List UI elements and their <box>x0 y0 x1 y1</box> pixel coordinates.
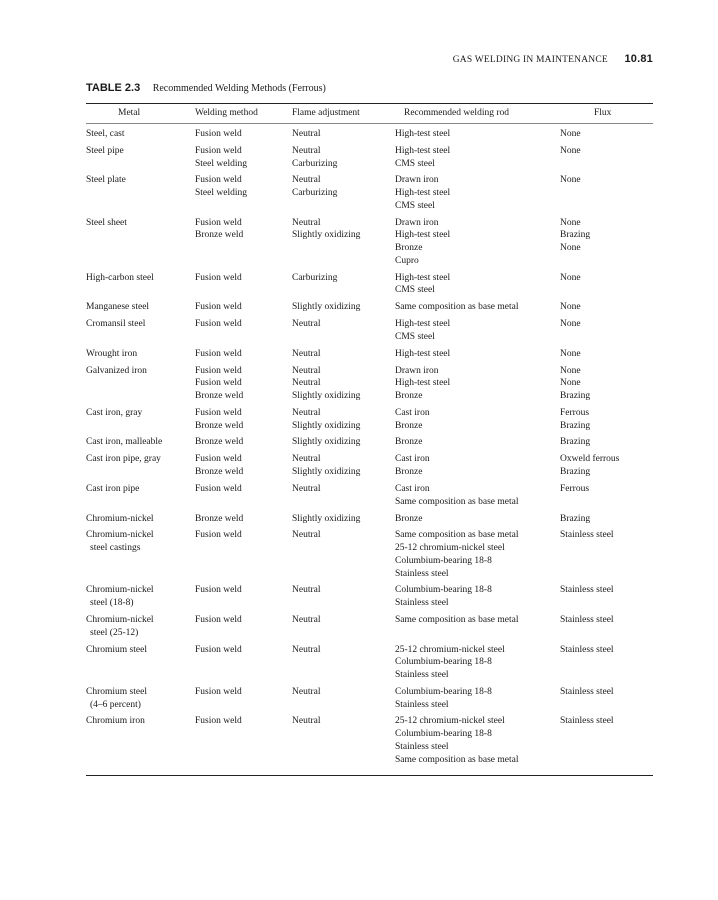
cell-line: Neutral <box>292 716 321 727</box>
cell-flame <box>292 686 390 699</box>
cell-line: Cast iron pipe <box>86 483 140 494</box>
cell-line: None <box>560 348 581 359</box>
cell-method <box>195 145 285 170</box>
cell-line: Stainless steel <box>560 585 614 596</box>
cell-line: Fusion weld <box>195 614 242 625</box>
cell-line: Drawn iron <box>395 175 439 186</box>
cell-rod <box>395 584 555 609</box>
cell-line: High-test steel <box>395 145 451 156</box>
table-row <box>0 614 718 639</box>
table-row <box>0 217 718 268</box>
cell-line: Neutral <box>292 319 321 330</box>
cell-flame <box>292 529 390 542</box>
cell-line: Fusion weld <box>195 686 242 697</box>
cell-method <box>195 272 285 285</box>
cell-line: Neutral <box>292 614 321 625</box>
cell-line: CMS steel <box>395 158 435 169</box>
cell-line: Brazing <box>560 437 591 448</box>
table-bottom-rule <box>86 775 653 776</box>
cell-flame <box>292 365 390 403</box>
cell-line: Fusion weld <box>195 365 242 376</box>
cell-line: Chromium-nickel <box>86 530 154 541</box>
cell-method <box>195 407 285 432</box>
table-body <box>0 128 718 770</box>
cell-flame <box>292 128 390 141</box>
cell-line: Fusion weld <box>195 483 242 494</box>
cell-line: Slightly oxidizing <box>292 437 361 448</box>
table-row <box>0 145 718 170</box>
cell-line: Stainless steel <box>395 741 449 752</box>
cell-line: steel (18-8) <box>90 598 134 609</box>
cell-line: Same composition as base metal <box>395 302 519 313</box>
cell-metal <box>86 644 186 657</box>
cell-flame <box>292 174 390 199</box>
cell-rod <box>395 529 555 580</box>
cell-line: Stainless steel <box>395 598 449 609</box>
cell-flux <box>560 348 652 361</box>
cell-line: Fusion weld <box>195 217 242 228</box>
header-rod: Recommended welding rod <box>404 108 510 118</box>
cell-line: Neutral <box>292 129 321 139</box>
cell-flux <box>560 301 652 314</box>
cell-line: None <box>560 129 581 139</box>
cell-flame <box>292 436 390 449</box>
table-row <box>0 483 718 508</box>
cell-flame <box>292 145 390 170</box>
cell-rod <box>395 513 555 526</box>
table-top-rule <box>86 103 653 104</box>
cell-line: Cromansil steel <box>86 319 146 330</box>
cell-method <box>195 453 285 478</box>
cell-line: Steel plate <box>86 175 126 186</box>
cell-line: Cast iron, gray <box>86 407 143 418</box>
cell-line: Fusion weld <box>195 272 242 283</box>
cell-line: Cast iron, malleable <box>86 437 163 448</box>
cell-flux <box>560 272 652 285</box>
table-label: TABLE 2.3 <box>86 82 141 94</box>
table-row <box>0 644 718 682</box>
cell-line: Fusion weld <box>195 175 242 186</box>
cell-flame <box>292 407 390 432</box>
cell-flux <box>560 174 652 187</box>
cell-line: Slightly oxidizing <box>292 230 361 241</box>
cell-line: Neutral <box>292 585 321 596</box>
cell-method <box>195 318 285 331</box>
cell-line: Fusion weld <box>195 302 242 313</box>
cell-metal <box>86 614 186 639</box>
cell-line: Bronze weld <box>195 420 244 431</box>
cell-rod <box>395 453 555 478</box>
cell-line: Bronze <box>395 391 423 402</box>
cell-rod <box>395 436 555 449</box>
cell-method <box>195 348 285 361</box>
cell-metal <box>86 436 186 449</box>
table-row <box>0 348 718 361</box>
header-metal: Metal <box>118 108 141 118</box>
cell-line: Stainless steel <box>560 530 614 541</box>
cell-line: Fusion weld <box>195 129 242 139</box>
cell-rod <box>395 128 555 141</box>
cell-line: Carburizing <box>292 158 338 169</box>
cell-line: Bronze <box>395 243 423 254</box>
cell-flux <box>560 529 652 542</box>
cell-metal <box>86 407 186 420</box>
cell-method <box>195 217 285 242</box>
cell-flux <box>560 584 652 597</box>
table-row <box>0 686 718 711</box>
cell-rod <box>395 348 555 361</box>
cell-metal <box>86 686 186 711</box>
table-row <box>0 272 718 297</box>
cell-line: Chromium iron <box>86 716 145 727</box>
cell-flux <box>560 614 652 627</box>
cell-line: Neutral <box>292 378 321 389</box>
cell-rod <box>395 644 555 682</box>
cell-flux <box>560 686 652 699</box>
cell-line: None <box>560 175 581 186</box>
cell-line: Fusion weld <box>195 585 242 596</box>
cell-method <box>195 436 285 449</box>
cell-line: High-test steel <box>395 319 451 330</box>
cell-line: Brazing <box>560 513 591 524</box>
cell-line: None <box>560 217 581 228</box>
cell-line: Cast iron pipe, gray <box>86 454 161 465</box>
cell-flux <box>560 436 652 449</box>
cell-line: CMS steel <box>395 285 435 296</box>
table-row <box>0 453 718 478</box>
cell-line: Bronze <box>395 467 423 478</box>
cell-line: Ferrous <box>560 407 590 418</box>
cell-line: Cast iron <box>395 407 430 418</box>
cell-flux <box>560 513 652 526</box>
cell-flame <box>292 614 390 627</box>
cell-flux <box>560 644 652 657</box>
cell-line: Stainless steel <box>560 644 614 655</box>
cell-line: Drawn iron <box>395 217 439 228</box>
cell-line: 25-12 chromium-nickel steel <box>395 716 505 727</box>
cell-line: High-test steel <box>395 129 451 139</box>
table-row <box>0 301 718 314</box>
cell-line: Steel welding <box>195 158 247 169</box>
cell-rod <box>395 174 555 212</box>
cell-method <box>195 128 285 141</box>
cell-rod <box>395 365 555 403</box>
cell-flux <box>560 483 652 496</box>
cell-line: Brazing <box>560 391 591 402</box>
cell-line: None <box>560 365 581 376</box>
cell-rod <box>395 145 555 170</box>
cell-flame <box>292 272 390 285</box>
cell-line: Neutral <box>292 217 321 228</box>
cell-line: Bronze <box>395 437 423 448</box>
cell-line: Carburizing <box>292 272 338 283</box>
cell-line: Bronze <box>395 420 423 431</box>
cell-metal <box>86 272 186 285</box>
table-row <box>0 407 718 432</box>
cell-line: (4–6 percent) <box>90 699 141 710</box>
table-row <box>0 513 718 526</box>
cell-line: Bronze weld <box>195 391 244 402</box>
cell-line: 25-12 chromium-nickel steel <box>395 543 505 554</box>
cell-flame <box>292 584 390 597</box>
cell-line: Neutral <box>292 175 321 186</box>
cell-method <box>195 483 285 496</box>
cell-line: Fusion weld <box>195 319 242 330</box>
cell-rod <box>395 614 555 627</box>
cell-line: Cast iron <box>395 454 430 465</box>
cell-line: steel castings <box>90 543 141 554</box>
cell-line: Fusion weld <box>195 407 242 418</box>
cell-line: High-test steel <box>395 188 451 199</box>
cell-line: CMS steel <box>395 331 435 342</box>
cell-flux <box>560 318 652 331</box>
cell-flame <box>292 453 390 478</box>
cell-line: Fusion weld <box>195 644 242 655</box>
cell-metal <box>86 145 186 158</box>
cell-line: Neutral <box>292 365 321 376</box>
table-header-row <box>0 108 718 122</box>
cell-line: High-test steel <box>395 272 451 283</box>
cell-rod <box>395 301 555 314</box>
cell-metal <box>86 217 186 230</box>
cell-line: Same composition as base metal <box>395 496 519 507</box>
cell-line: Steel welding <box>195 188 247 199</box>
cell-line: Columbium-bearing 18-8 <box>395 657 492 668</box>
cell-method <box>195 513 285 526</box>
cell-flux <box>560 715 652 728</box>
cell-method <box>195 644 285 657</box>
cell-line: Bronze weld <box>195 230 244 241</box>
cell-line: Neutral <box>292 454 321 465</box>
cell-line: Bronze weld <box>195 513 244 524</box>
header-method: Welding method <box>195 108 258 118</box>
cell-line: High-test steel <box>395 348 451 359</box>
cell-flux <box>560 145 652 158</box>
cell-line: Fusion weld <box>195 716 242 727</box>
cell-metal <box>86 365 186 378</box>
cell-line: Stainless steel <box>395 699 449 710</box>
cell-line: None <box>560 378 581 389</box>
cell-line: Chromium steel <box>86 644 147 655</box>
cell-line: None <box>560 272 581 283</box>
cell-method <box>195 584 285 597</box>
cell-line: steel (25-12) <box>90 627 139 638</box>
cell-line: Brazing <box>560 467 591 478</box>
cell-method <box>195 529 285 542</box>
cell-flux <box>560 365 652 403</box>
cell-line: Steel sheet <box>86 217 127 228</box>
cell-flame <box>292 715 390 728</box>
cell-line: Neutral <box>292 407 321 418</box>
cell-method <box>195 715 285 728</box>
cell-rod <box>395 483 555 508</box>
cell-line: Drawn iron <box>395 365 439 376</box>
table-row <box>0 715 718 766</box>
cell-method <box>195 174 285 199</box>
cell-flame <box>292 483 390 496</box>
cell-line: None <box>560 243 581 254</box>
cell-line: None <box>560 302 581 313</box>
cell-line: Chromium-nickel <box>86 585 154 596</box>
cell-line: Fusion weld <box>195 530 242 541</box>
cell-line: Slightly oxidizing <box>292 302 361 313</box>
table-row <box>0 365 718 403</box>
page-number: 10.81 <box>624 53 653 65</box>
cell-line: High-test steel <box>395 230 451 241</box>
cell-metal <box>86 483 186 496</box>
cell-line: Bronze weld <box>195 437 244 448</box>
cell-metal <box>86 715 186 728</box>
cell-line: None <box>560 319 581 330</box>
table-header-rule <box>86 123 653 124</box>
cell-line: Neutral <box>292 483 321 494</box>
cell-line: Neutral <box>292 348 321 359</box>
cell-line: Wrought iron <box>86 348 138 359</box>
cell-method <box>195 301 285 314</box>
cell-line: Same composition as base metal <box>395 530 519 541</box>
cell-flame <box>292 301 390 314</box>
cell-line: Columbium-bearing 18-8 <box>395 555 492 566</box>
cell-line: Fusion weld <box>195 378 242 389</box>
cell-line: Steel, cast <box>86 129 125 139</box>
running-head-section: GAS WELDING IN MAINTENANCE <box>452 55 608 65</box>
cell-line: Bronze <box>395 513 423 524</box>
cell-line: Chromium-nickel <box>86 614 154 625</box>
table-row <box>0 318 718 343</box>
cell-line: Carburizing <box>292 188 338 199</box>
cell-line: Brazing <box>560 230 591 241</box>
cell-metal <box>86 318 186 331</box>
cell-line: Chromium steel <box>86 686 147 697</box>
cell-metal <box>86 513 186 526</box>
cell-flame <box>292 513 390 526</box>
cell-line: Same composition as base metal <box>395 614 519 625</box>
table-caption <box>86 82 326 94</box>
cell-method <box>195 686 285 699</box>
cell-flux <box>560 453 652 478</box>
table-row <box>0 529 718 580</box>
cell-line: Neutral <box>292 686 321 697</box>
cell-line: CMS steel <box>395 200 435 211</box>
cell-line: Slightly oxidizing <box>292 513 361 524</box>
cell-line: Fusion weld <box>195 348 242 359</box>
cell-rod <box>395 318 555 343</box>
cell-metal <box>86 174 186 187</box>
cell-line: Stainless steel <box>560 614 614 625</box>
cell-line: Cast iron <box>395 483 430 494</box>
cell-method <box>195 365 285 403</box>
cell-flux <box>560 407 652 432</box>
header-flux: Flux <box>594 108 612 118</box>
table-title: Recommended Welding Methods (Ferrous) <box>152 83 326 94</box>
cell-line: Bronze weld <box>195 467 244 478</box>
cell-metal <box>86 453 186 466</box>
cell-metal <box>86 301 186 314</box>
cell-metal <box>86 348 186 361</box>
cell-line: Same composition as base metal <box>395 754 519 765</box>
cell-line: High-carbon steel <box>86 272 154 283</box>
cell-line: Ferrous <box>560 483 590 494</box>
cell-line: Fusion weld <box>195 145 242 156</box>
running-head <box>453 53 653 65</box>
cell-line: Columbium-bearing 18-8 <box>395 729 492 740</box>
cell-line: High-test steel <box>395 378 451 389</box>
cell-flame <box>292 318 390 331</box>
cell-line: Stainless steel <box>560 716 614 727</box>
cell-line: Brazing <box>560 420 591 431</box>
cell-line: Manganese steel <box>86 302 150 313</box>
cell-metal <box>86 584 186 609</box>
cell-rod <box>395 686 555 711</box>
cell-rod <box>395 217 555 268</box>
cell-flame <box>292 217 390 242</box>
cell-metal <box>86 128 186 141</box>
cell-line: 25-12 chromium-nickel steel <box>395 644 505 655</box>
table-row <box>0 584 718 609</box>
cell-line: Columbium-bearing 18-8 <box>395 585 492 596</box>
cell-line: Galvanized iron <box>86 365 147 376</box>
table-row <box>0 128 718 141</box>
cell-line: Columbium-bearing 18-8 <box>395 686 492 697</box>
cell-line: Slightly oxidizing <box>292 391 361 402</box>
cell-line: None <box>560 145 581 156</box>
cell-rod <box>395 272 555 297</box>
cell-method <box>195 614 285 627</box>
cell-line: Steel pipe <box>86 145 124 156</box>
cell-line: Neutral <box>292 530 321 541</box>
cell-rod <box>395 715 555 766</box>
cell-line: Stainless steel <box>395 568 449 579</box>
cell-metal <box>86 529 186 554</box>
cell-flame <box>292 348 390 361</box>
header-flame: Flame adjustment <box>292 108 360 118</box>
cell-rod <box>395 407 555 432</box>
cell-line: Stainless steel <box>395 669 449 680</box>
cell-line: Oxweld ferrous <box>560 454 620 465</box>
cell-flame <box>292 644 390 657</box>
cell-flux <box>560 217 652 255</box>
cell-line: Neutral <box>292 145 321 156</box>
cell-line: Neutral <box>292 644 321 655</box>
cell-line: Slightly oxidizing <box>292 467 361 478</box>
cell-line: Chromium-nickel <box>86 513 154 524</box>
table-row <box>0 436 718 449</box>
cell-line: Stainless steel <box>560 686 614 697</box>
cell-line: Fusion weld <box>195 454 242 465</box>
cell-line: Cupro <box>395 255 419 266</box>
cell-flux <box>560 128 652 141</box>
table-row <box>0 174 718 212</box>
cell-line: Slightly oxidizing <box>292 420 361 431</box>
